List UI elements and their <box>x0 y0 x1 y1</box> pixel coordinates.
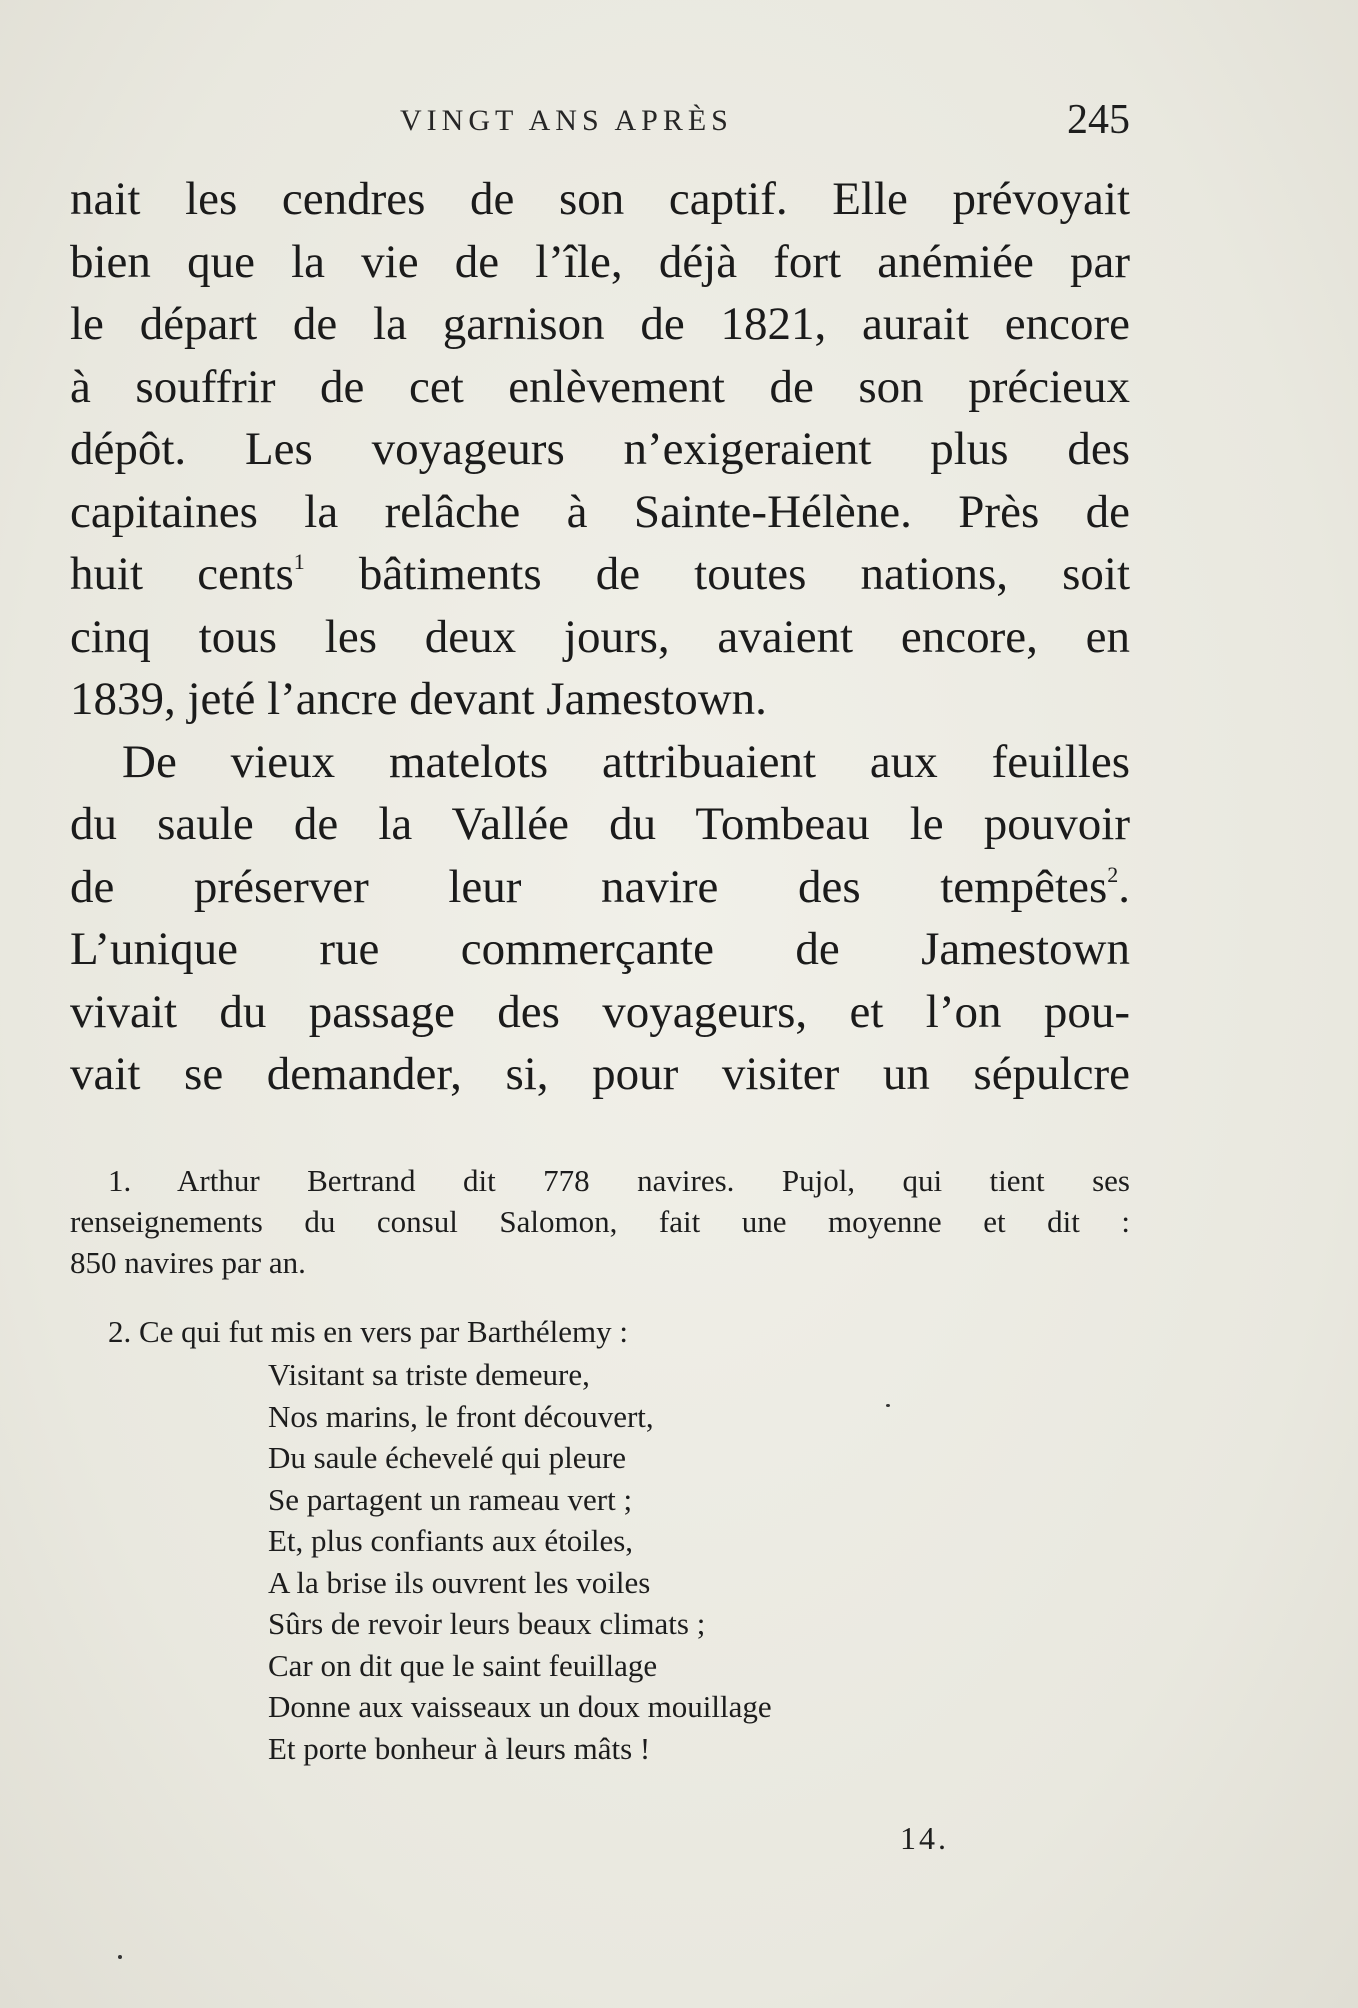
footnote-line: renseignements du consul Salomon, fait une moyenne et dit : <box>70 1204 1130 1239</box>
body-line: le départ de la garnison de 1821, aurait encore <box>70 298 1130 350</box>
footnote-line <box>70 1160 1130 1201</box>
body-line: capitaines la relâche à Sainte-Hélène. Près de <box>70 485 1130 538</box>
body-text <box>70 168 1130 1106</box>
body-line-part: huit cents <box>70 548 294 600</box>
paper-speck <box>118 1955 122 1959</box>
running-head <box>70 98 1130 148</box>
footnote-line <box>70 1311 1130 1352</box>
body-line-with-note-ref <box>70 856 1130 919</box>
body-line: L’unique rue commerçante de Jamestown <box>70 923 1130 975</box>
body-line: à souffrir de cet enlèvement de son précieux <box>70 360 1130 413</box>
poem-line: Donne aux vaisseaux un doux mouillage <box>268 1689 772 1724</box>
body-line: dépôt. Les voyageurs n’exigeraient plus des <box>70 423 1130 475</box>
footnote-text: Arthur Bertrand dit 778 navires. Pujol, qui tient ses <box>177 1163 1130 1198</box>
page-number: 245 <box>1067 97 1130 143</box>
poem-line: Et porte bonheur à leurs mâts ! <box>268 1730 651 1766</box>
body-line-part: . <box>1118 860 1130 913</box>
poem-line: A la brise ils ouvrent les voiles <box>268 1564 651 1600</box>
body-line: vivait du passage des voyageurs, et l’on pou- <box>70 985 1130 1038</box>
footnote-2 <box>70 1311 1130 1769</box>
body-line: nait les cendres de son captif. Elle prévoyait <box>70 173 1130 225</box>
footnote-number: 2. <box>108 1314 132 1349</box>
poem-line: Nos marins, le front découvert, <box>268 1398 654 1434</box>
footnote-1 <box>70 1160 1130 1283</box>
signature-mark: 14. <box>900 1820 949 1856</box>
poem-line: Car on dit que le saint feuillage <box>268 1647 658 1683</box>
body-line: bien que la vie de l’île, déjà fort anémiée par <box>70 235 1130 288</box>
poem-line: Et, plus confiants aux étoiles, <box>268 1523 634 1558</box>
paper-speck <box>886 1404 890 1407</box>
note-reference-2: 2 <box>1107 861 1119 887</box>
poem-line: Visitant sa triste demeure, <box>268 1357 590 1392</box>
poem <box>70 1354 1130 1769</box>
paragraph-start: De vieux matelots attribuaient aux feuilles <box>122 735 1130 788</box>
body-line: cinq tous les deux jours, avaient encore, en <box>70 610 1130 663</box>
body-line-part: de préserver leur navire des tempêtes <box>70 860 1108 913</box>
footnote-text: Ce qui fut mis en vers par Barthélemy : <box>139 1314 628 1349</box>
body-line: 1839, jeté l’ancre devant Jamestown. <box>70 673 767 725</box>
poem-line: Sûrs de revoir leurs beaux climats ; <box>268 1606 706 1641</box>
footnotes <box>70 1160 1130 1769</box>
note-reference-1: 1 <box>293 549 305 574</box>
poem-line: Du saule échevelé qui pleure <box>268 1440 627 1475</box>
footnote-number: 1. <box>108 1163 132 1198</box>
body-line-with-note-ref <box>70 543 1130 606</box>
poem-line: Se partagent un rameau vert ; <box>268 1481 633 1517</box>
running-title: VINGT ANS APRÈS <box>400 104 733 137</box>
footnote-line: 850 navires par an. <box>70 1245 306 1280</box>
body-line-part: bâtiments de toutes nations, soit <box>358 548 1131 600</box>
body-line: du saule de la Vallée du Tombeau le pouvoir <box>70 798 1130 850</box>
body-line: vait se demander, si, pour visiter un sépulcre <box>70 1048 1130 1100</box>
